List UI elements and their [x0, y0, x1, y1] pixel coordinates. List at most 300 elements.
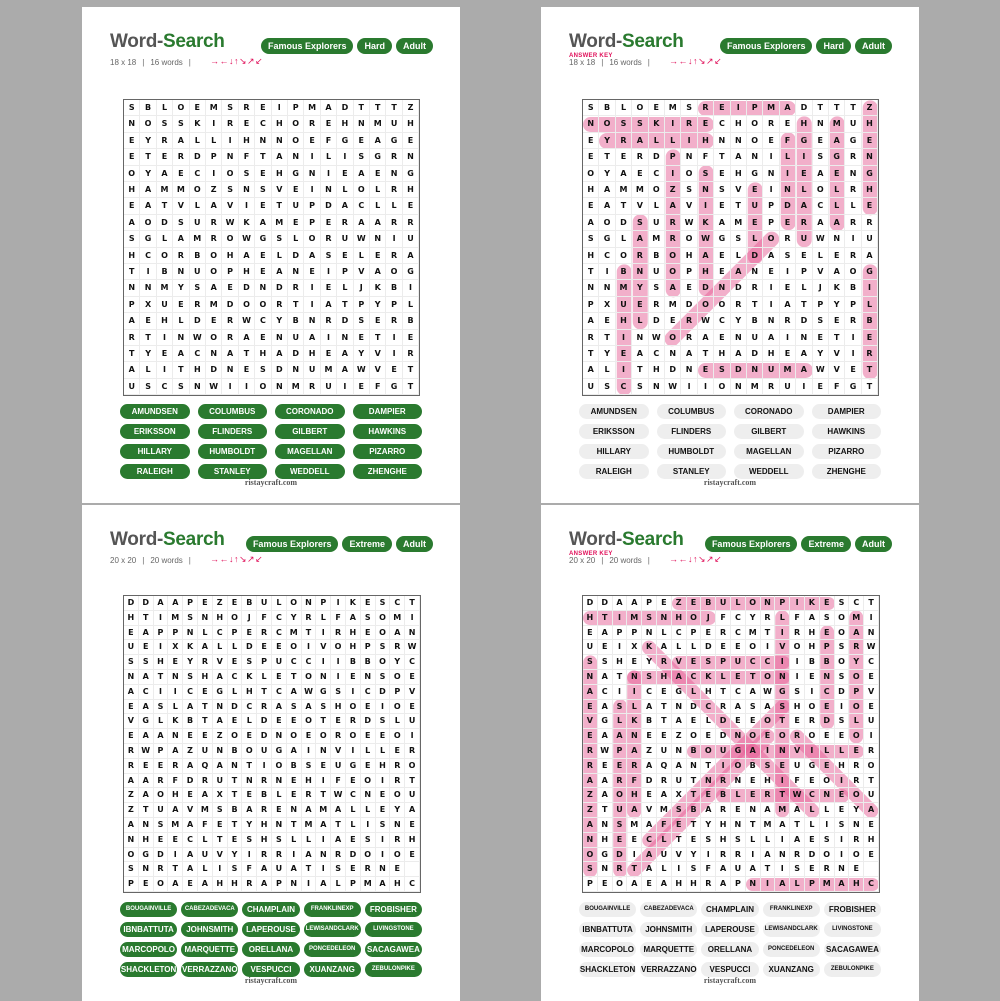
grid-cell: C [731, 611, 746, 626]
grid-cell: R [681, 313, 697, 329]
grid-cell: W [649, 330, 665, 346]
grid-cell: N [304, 313, 320, 329]
grid-cell: L [716, 670, 731, 685]
grid-cell: N [242, 774, 257, 789]
grid-cell: N [361, 670, 376, 685]
grid-cell: E [672, 818, 687, 833]
grid-cell: S [583, 100, 599, 116]
grid-cell: E [701, 626, 716, 641]
grid-cell: V [213, 848, 228, 863]
grid-cell: E [140, 313, 156, 329]
grid-cell: A [714, 215, 730, 231]
worksheet-title [569, 529, 684, 551]
grid-cell: I [321, 166, 337, 182]
grid-cell: E [321, 280, 337, 296]
grid-cell: E [354, 133, 370, 149]
grid-cell: I [346, 744, 361, 759]
grid-cell: E [747, 182, 763, 198]
grid-cell: O [386, 264, 402, 280]
word-chip: GILBERT [734, 424, 804, 439]
grid-cell: H [139, 833, 154, 848]
grid-cell: E [583, 700, 598, 715]
grid-cell: A [642, 818, 657, 833]
grid-cell: L [701, 714, 716, 729]
word-chip: COLUMBUS [198, 404, 268, 419]
grid-cell: S [835, 596, 850, 611]
grid-cell: D [583, 596, 598, 611]
grid-cell: O [701, 744, 716, 759]
grid-cell: M [761, 818, 776, 833]
word-chip: VERRAZZANO [181, 962, 238, 977]
grid-cell: P [386, 297, 402, 313]
grid-cell: I [316, 862, 331, 877]
grid-cell: O [714, 297, 730, 313]
worksheet-title [110, 529, 225, 551]
grid-cell: A [613, 596, 628, 611]
grid-cell: I [337, 379, 353, 395]
grid-cell: N [272, 330, 288, 346]
grid-cell: U [337, 231, 353, 247]
grid-cell: L [168, 700, 183, 715]
grid-cell: W [139, 744, 154, 759]
grid-cell: E [228, 655, 243, 670]
grid-cell: I [698, 198, 714, 214]
grid-cell: Z [213, 729, 228, 744]
grid-cell: I [835, 774, 850, 789]
grid-cell: R [124, 744, 139, 759]
grid-cell: N [864, 626, 879, 641]
grid-cell: E [206, 313, 222, 329]
grid-cell: A [183, 818, 198, 833]
grid-cell: H [239, 133, 255, 149]
grid-cell: T [698, 346, 714, 362]
word-chip: HAWKINS [353, 424, 423, 439]
grid-cell: I [761, 640, 776, 655]
grid-cell: H [239, 264, 255, 280]
grid-cell: O [849, 848, 864, 863]
grid-cell: E [361, 759, 376, 774]
grid-cell: O [864, 759, 879, 774]
grid-cell: I [845, 330, 861, 346]
grid-cell: L [361, 744, 376, 759]
grid-cell: I [337, 149, 353, 165]
grid-cell: H [657, 670, 672, 685]
grid-cell: G [796, 133, 812, 149]
grid-cell: L [665, 133, 681, 149]
grid-cell: P [272, 877, 287, 892]
grid-cell: H [672, 877, 687, 892]
grid-cell: H [257, 833, 272, 848]
grid-cell: F [239, 149, 255, 165]
grid-cell: N [731, 133, 747, 149]
grid-cell: A [583, 685, 598, 700]
grid-cell: A [304, 330, 320, 346]
grid-cell: A [157, 166, 173, 182]
grid-cell: G [140, 231, 156, 247]
grid-cell: E [361, 700, 376, 715]
grid-cell: L [272, 248, 288, 264]
grid-cell: N [376, 862, 391, 877]
grid-cell: A [370, 264, 386, 280]
grid-cell: J [813, 280, 829, 296]
grid-cell: D [139, 596, 154, 611]
grid-cell: S [255, 182, 271, 198]
grid-cell: R [331, 626, 346, 641]
grid-cell: N [173, 264, 189, 280]
grid-cell: L [376, 744, 391, 759]
grid-cell: N [672, 700, 687, 715]
grid-cell: O [376, 655, 391, 670]
grid-cell: P [775, 596, 790, 611]
grid-cell: T [239, 346, 255, 362]
letter-grid [123, 595, 421, 893]
grid-cell: X [627, 640, 642, 655]
grid-cell: U [796, 231, 812, 247]
grid-cell: R [321, 231, 337, 247]
grid-cell: R [257, 774, 272, 789]
grid-cell: M [627, 611, 642, 626]
grid-cell: B [746, 759, 761, 774]
grid-cell: O [835, 626, 850, 641]
grid-cell: M [775, 803, 790, 818]
grid-cell: O [583, 166, 599, 182]
grid-cell: A [642, 759, 657, 774]
grid-cell: E [616, 346, 632, 362]
grid-cell: A [583, 774, 598, 789]
grid-cell: A [124, 685, 139, 700]
grid-cell: M [190, 231, 206, 247]
grid-cell: O [390, 729, 405, 744]
grid-cell: E [321, 116, 337, 132]
grid-cell: E [698, 116, 714, 132]
grid-cell: E [242, 729, 257, 744]
grid-cell: R [849, 774, 864, 789]
grid-cell: C [213, 626, 228, 641]
grid-cell: B [701, 596, 716, 611]
grid-cell: V [790, 744, 805, 759]
grid-cell: E [761, 729, 776, 744]
grid-cell: E [731, 714, 746, 729]
grid-cell: A [716, 877, 731, 892]
grid-cell: O [599, 215, 615, 231]
grid-cell: H [337, 116, 353, 132]
grid-cell: R [403, 215, 419, 231]
grid-cell: P [228, 626, 243, 641]
grid-cell: K [346, 596, 361, 611]
grid-cell: V [331, 744, 346, 759]
grid-cell: I [386, 231, 402, 247]
word-list [120, 902, 422, 977]
grid-cell: Z [213, 596, 228, 611]
footer-website: ristaycraft.com [244, 976, 298, 985]
grid-cell: E [790, 714, 805, 729]
grid-cell: I [331, 596, 346, 611]
grid-cell: E [346, 862, 361, 877]
grid-cell: H [242, 685, 257, 700]
grid-cell: A [239, 248, 255, 264]
grid-cell: M [206, 100, 222, 116]
grid-cell: L [198, 626, 213, 641]
grid-cell: H [376, 759, 391, 774]
grid-cell: W [598, 744, 613, 759]
grid-cell: L [140, 362, 156, 378]
grid-cell: L [627, 700, 642, 715]
grid-cell: N [124, 280, 140, 296]
grid-cell: E [714, 166, 730, 182]
grid-cell: T [228, 774, 243, 789]
grid-cell: N [829, 231, 845, 247]
grid-cell: L [613, 714, 628, 729]
grid-cell: H [213, 611, 228, 626]
grid-cell: Y [829, 297, 845, 313]
grid-cell: T [302, 862, 317, 877]
grid-cell: B [820, 655, 835, 670]
grid-cell: T [337, 297, 353, 313]
grid-cell: R [331, 729, 346, 744]
grid-cell: T [288, 297, 304, 313]
grid-cell: H [862, 182, 878, 198]
word-chip: LIVINGSTONE [824, 922, 881, 937]
title-word: Word [110, 529, 157, 550]
grid-cell: E [805, 833, 820, 848]
grid-cell: P [154, 626, 169, 641]
grid-cell: A [242, 803, 257, 818]
grid-cell: F [331, 611, 346, 626]
title-search: Search [163, 31, 225, 52]
grid-cell: M [763, 100, 779, 116]
grid-cell: C [805, 788, 820, 803]
grid-cell: A [829, 215, 845, 231]
grid-cell: W [813, 362, 829, 378]
grid-cell: A [403, 248, 419, 264]
grid-cell: E [272, 714, 287, 729]
grid-cell: S [632, 215, 648, 231]
grid-cell: M [747, 379, 763, 395]
grid-cell: I [272, 100, 288, 116]
grid-cell: I [761, 744, 776, 759]
grid-cell: E [864, 670, 879, 685]
grid-cell: I [701, 848, 716, 863]
grid-cell: N [775, 670, 790, 685]
grid-cell: I [835, 833, 850, 848]
grid-cell: H [862, 116, 878, 132]
word-count: 16 words [609, 58, 642, 67]
grid-cell: S [154, 700, 169, 715]
grid-cell: D [190, 313, 206, 329]
grid-cell: I [616, 362, 632, 378]
grid-cell: E [701, 729, 716, 744]
grid-cell: Y [632, 280, 648, 296]
grid-cell: A [616, 166, 632, 182]
grid-cell: F [780, 133, 796, 149]
grid-info [110, 556, 197, 565]
grid-cell: I [206, 166, 222, 182]
grid-cell: A [354, 166, 370, 182]
grid-cell: U [157, 297, 173, 313]
grid-cell: M [627, 818, 642, 833]
grid-cell: A [321, 100, 337, 116]
grid-cell: Y [140, 346, 156, 362]
grid-cell: T [139, 611, 154, 626]
grid-cell: H [763, 346, 779, 362]
grid-cell: A [657, 877, 672, 892]
grid-cell: R [780, 313, 796, 329]
grid-cell: O [302, 670, 317, 685]
grid-cell: L [390, 714, 405, 729]
grid-cell: A [316, 877, 331, 892]
grid-cell: R [390, 759, 405, 774]
grid-cell: R [763, 116, 779, 132]
grid-cell: I [316, 626, 331, 641]
word-chip: SHACKLETON [120, 962, 177, 977]
grid-cell: S [681, 182, 697, 198]
grid-cell: E [361, 626, 376, 641]
word-chip: ERIKSSON [579, 424, 649, 439]
grid-cell: D [796, 100, 812, 116]
grid-cell: O [849, 670, 864, 685]
grid-cell: C [139, 685, 154, 700]
grid-cell: S [173, 379, 189, 395]
grid-cell: A [627, 744, 642, 759]
word-chip: XUANZANG [304, 962, 361, 977]
grid-cell: E [583, 729, 598, 744]
grid-cell: G [731, 744, 746, 759]
grid-cell: E [157, 346, 173, 362]
grid-cell: I [627, 685, 642, 700]
grid-cell: B [616, 264, 632, 280]
grid-cell: E [763, 264, 779, 280]
grid-cell: L [796, 280, 812, 296]
grid-cell: I [763, 280, 779, 296]
grid-cell: H [168, 788, 183, 803]
grid-cell: R [361, 862, 376, 877]
grid-cell: C [242, 700, 257, 715]
grid-cell: S [780, 248, 796, 264]
grid-cell: N [288, 149, 304, 165]
grid-cell: F [331, 774, 346, 789]
grid-cell: S [124, 100, 140, 116]
grid-cell: V [829, 346, 845, 362]
grid-cell: L [386, 198, 402, 214]
grid-cell: E [287, 774, 302, 789]
grid-cell: S [302, 759, 317, 774]
grid-cell: V [222, 198, 238, 214]
grid-cell: E [642, 788, 657, 803]
grid-cell: F [701, 862, 716, 877]
grid-cell: A [672, 714, 687, 729]
grid-cell: S [714, 362, 730, 378]
grid-cell [864, 862, 879, 877]
grid-cell: B [157, 264, 173, 280]
grid-cell: R [657, 774, 672, 789]
grid-cell: I [864, 729, 879, 744]
grid-cell: E [780, 346, 796, 362]
word-chip: FRANKLINEXP [304, 902, 361, 917]
grid-cell: L [599, 362, 615, 378]
grid-cell: E [168, 655, 183, 670]
grid-cell: A [775, 818, 790, 833]
grid-cell: I [780, 166, 796, 182]
grid-cell: W [239, 313, 255, 329]
grid-cell: E [173, 297, 189, 313]
grid-cell: I [613, 640, 628, 655]
grid-cell: N [173, 330, 189, 346]
grid-cell: Y [642, 655, 657, 670]
grid-cell: D [747, 346, 763, 362]
grid-cell: E [613, 833, 628, 848]
grid-cell: G [346, 759, 361, 774]
grid-cell: V [731, 182, 747, 198]
grid-cell: T [746, 818, 761, 833]
grid-cell: S [183, 670, 198, 685]
grid-cell: E [239, 362, 255, 378]
tag-pill: Adult [855, 38, 892, 54]
grid-cell: S [124, 655, 139, 670]
grid-cell: R [403, 346, 419, 362]
grid-cell: R [864, 744, 879, 759]
grid-cell: B [228, 803, 243, 818]
grid-cell: R [845, 149, 861, 165]
grid-cell: A [337, 346, 353, 362]
grid-cell: G [805, 759, 820, 774]
grid-cell: S [701, 833, 716, 848]
grid-cell: H [687, 877, 702, 892]
grid-cell: G [316, 685, 331, 700]
grid-cell: T [657, 714, 672, 729]
grid-cell: R [154, 774, 169, 789]
grid-cell: W [222, 215, 238, 231]
grid-cell: I [716, 759, 731, 774]
grid-cell: E [390, 744, 405, 759]
grid-cell: A [302, 700, 317, 715]
grid-cell: T [140, 149, 156, 165]
grid-cell: O [173, 100, 189, 116]
grid-cell: E [272, 803, 287, 818]
grid-cell: F [168, 774, 183, 789]
grid-cell: N [862, 149, 878, 165]
grid-cell: S [157, 116, 173, 132]
grid-cell: U [864, 788, 879, 803]
grid-cell: K [370, 280, 386, 296]
grid-cell: N [761, 596, 776, 611]
grid-cell: E [687, 655, 702, 670]
grid-cell: U [198, 848, 213, 863]
grid-cell: L [228, 685, 243, 700]
grid-cell: E [820, 700, 835, 715]
grid-cell: O [805, 700, 820, 715]
grid-cell: D [272, 280, 288, 296]
separator: | [188, 58, 191, 67]
grid-cell: N [361, 788, 376, 803]
grid-cell: C [190, 166, 206, 182]
grid-cell: P [124, 297, 140, 313]
grid-cell: Y [599, 166, 615, 182]
grid-cell: C [272, 626, 287, 641]
grid-cell: T [598, 803, 613, 818]
grid-cell: N [370, 231, 386, 247]
grid-cell: N [124, 116, 140, 132]
grid-cell: A [701, 803, 716, 818]
word-chip: LAPEROUSE [242, 922, 299, 937]
grid-cell: N [627, 729, 642, 744]
grid-cell: S [354, 313, 370, 329]
grid-cell: A [139, 788, 154, 803]
grid-cell: R [716, 626, 731, 641]
grid-cell: K [183, 640, 198, 655]
grid-cell: R [206, 231, 222, 247]
grid-cell: Y [242, 818, 257, 833]
grid-cell: O [616, 248, 632, 264]
